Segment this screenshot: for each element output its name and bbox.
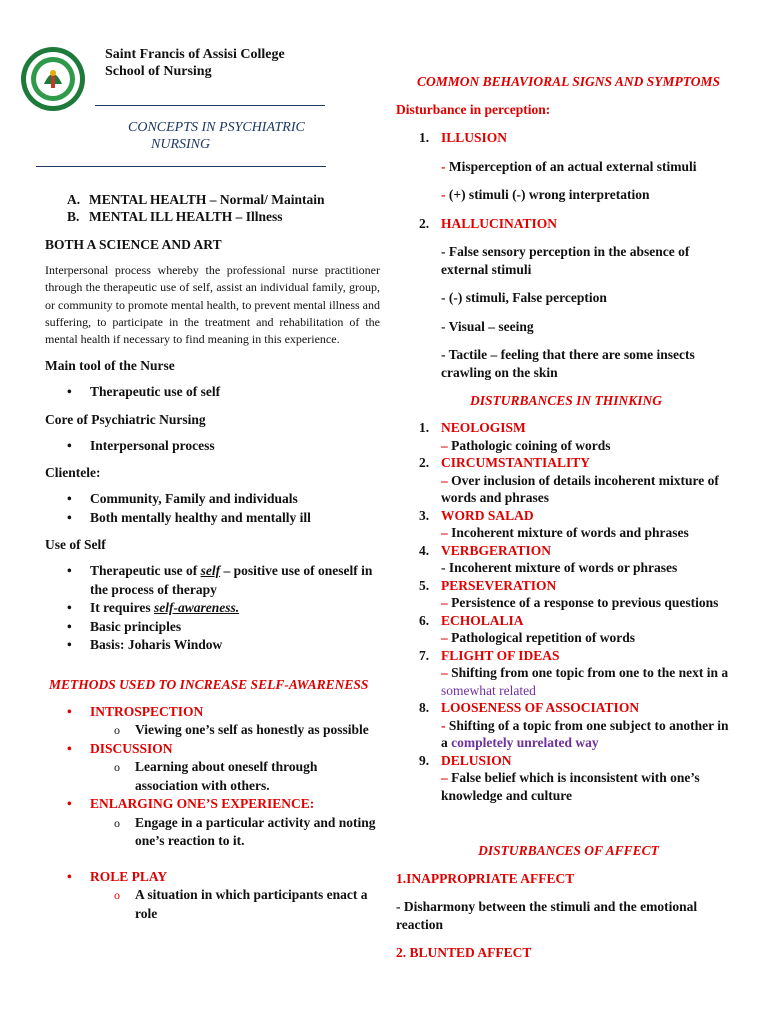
core-heading: Core of Psychiatric Nursing bbox=[45, 411, 206, 427]
thinking-list bbox=[396, 419, 736, 804]
list-item: • Basic principles bbox=[45, 618, 380, 637]
left-column bbox=[45, 191, 380, 923]
list-item: • Basis: Joharis Window bbox=[45, 636, 380, 655]
use-of-self-heading: Use of Self bbox=[45, 537, 106, 553]
method-enlarging-experience: • ENLARGING ONE’S EXPERIENCE: o Engage in a particular activity and noting one’s reaction to it. bbox=[45, 795, 380, 851]
illusion-item: 1. ILLUSION bbox=[419, 130, 508, 145]
clientele-list bbox=[45, 490, 380, 527]
list-item: 8. LOOSENESS OF ASSOCIATION - Shifting of a topic from one subject to another in a completely unrelated way bbox=[419, 700, 729, 750]
use-of-self-list bbox=[45, 562, 380, 655]
hallucination-desc-4: - Tactile – feeling that there are some insects crawling on the skin bbox=[441, 347, 695, 380]
method-discussion: • DISCUSSION o Learning about oneself through association with others. bbox=[45, 740, 380, 796]
title-line-1: CONCEPTS IN PSYCHIATRIC bbox=[128, 120, 305, 135]
list-item: • Interpersonal process bbox=[45, 437, 380, 456]
inappropriate-affect: 1.INAPPROPRIATE AFFECT bbox=[396, 871, 575, 886]
header-rule-bottom bbox=[36, 166, 326, 167]
method-introspection: • INTROSPECTION o Viewing one’s self as honestly as possible bbox=[45, 703, 380, 740]
list-item: • Both mentally healthy and mentally ill bbox=[45, 509, 380, 528]
college-seal-logo bbox=[20, 46, 86, 112]
signs-heading: COMMON BEHAVIORAL SIGNS AND SYMPTOMS bbox=[416, 74, 721, 89]
method-desc: o A situation in which participants enact a role bbox=[90, 886, 380, 923]
blunted-affect: 2. BLUNTED AFFECT bbox=[396, 945, 532, 960]
college-line-1: Saint Francis of Assisi College bbox=[105, 47, 285, 62]
illusion-desc-2: - (+) stimuli (-) wrong interpretation bbox=[441, 187, 650, 202]
college-line-2: School of Nursing bbox=[105, 64, 212, 79]
list-item: 6. ECHOLALIA – Pathological repetition of words bbox=[419, 612, 635, 645]
hallucination-item: 2. HALLUCINATION bbox=[419, 215, 558, 231]
method-role-play: • ROLE PLAY o A situation in which participants enact a role bbox=[45, 868, 380, 924]
hallucination-desc-2: - (-) stimuli, False perception bbox=[441, 290, 607, 305]
list-item: • It requires self-awareness. bbox=[45, 599, 380, 618]
health-item-b: B. MENTAL ILL HEALTH – Illness bbox=[67, 209, 283, 224]
methods-list bbox=[45, 703, 380, 924]
right-column bbox=[396, 73, 736, 961]
thinking-heading: DISTURBANCES IN THINKING bbox=[469, 393, 663, 408]
methods-heading: METHODS USED TO INCREASE SELF-AWARENESS bbox=[49, 676, 369, 692]
list-item: 5. PERSEVERATION – Persistence of a response to previous questions bbox=[419, 577, 719, 610]
list-item: 4. VERBGERATION - Incoherent mixture of words or phrases bbox=[419, 542, 678, 575]
document-title bbox=[128, 119, 305, 153]
health-list bbox=[67, 191, 380, 225]
method-desc: o Learning about oneself through association with others. bbox=[90, 758, 380, 795]
list-item: 3. WORD SALAD – Incoherent mixture of words and phrases bbox=[419, 507, 689, 540]
method-desc: o Viewing one’s self as honestly as possible bbox=[90, 721, 380, 740]
affect-heading: DISTURBANCES OF AFFECT bbox=[478, 843, 659, 858]
main-tool-heading: Main tool of the Nurse bbox=[45, 358, 175, 374]
list-item: • Community, Family and individuals bbox=[45, 490, 380, 509]
list-item: • Therapeutic use of self – positive use of oneself in the process of therapy bbox=[45, 562, 380, 599]
clientele-heading: Clientele: bbox=[45, 465, 101, 481]
list-item: • Therapeutic use of self bbox=[45, 383, 380, 402]
health-item-a: A. MENTAL HEALTH – Normal/ Maintain bbox=[67, 192, 325, 207]
perception-heading: Disturbance in perception: bbox=[396, 102, 551, 117]
science-art-heading: BOTH A SCIENCE AND ART bbox=[45, 237, 222, 252]
header-rule-top bbox=[95, 105, 325, 106]
hallucination-desc-1: - False sensory perception in the absence of external stimuli bbox=[441, 244, 690, 277]
hallucination-desc-3: - Visual – seeing bbox=[441, 318, 534, 334]
list-item: 7. FLIGHT OF IDEAS – Shifting from one topic from one to the next in a somewhat related bbox=[419, 647, 729, 698]
main-tool-list bbox=[45, 383, 380, 402]
list-item: 2. CIRCUMSTANTIALITY – Over inclusion of details incoherent mixture of words and phrases bbox=[419, 455, 719, 505]
nursing-definition: Interpersonal process whereby the professional nurse practitioner through the therapeutic use of self, assist an individual family, group, or community to promote mental health, to prevent mental illness and suffering, to participate in the treatment and rehabilitation of the mental health if necessary to find meaning in this experience. bbox=[45, 263, 380, 347]
college-name bbox=[105, 46, 285, 80]
list-item: 1. NEOLOGISM – Pathologic coining of words bbox=[419, 420, 611, 453]
inappropriate-affect-desc: - Disharmony between the stimuli and the emotional reaction bbox=[396, 899, 698, 932]
illusion-desc-1: - Misperception of an actual external stimuli bbox=[441, 158, 697, 174]
title-line-2: NURSING bbox=[151, 137, 211, 152]
method-desc: o Engage in a particular activity and noting one’s reaction to it. bbox=[90, 814, 380, 851]
core-list bbox=[45, 437, 380, 456]
list-item: 9. DELUSION – False belief which is inconsistent with one’s knowledge and culture bbox=[419, 752, 700, 803]
